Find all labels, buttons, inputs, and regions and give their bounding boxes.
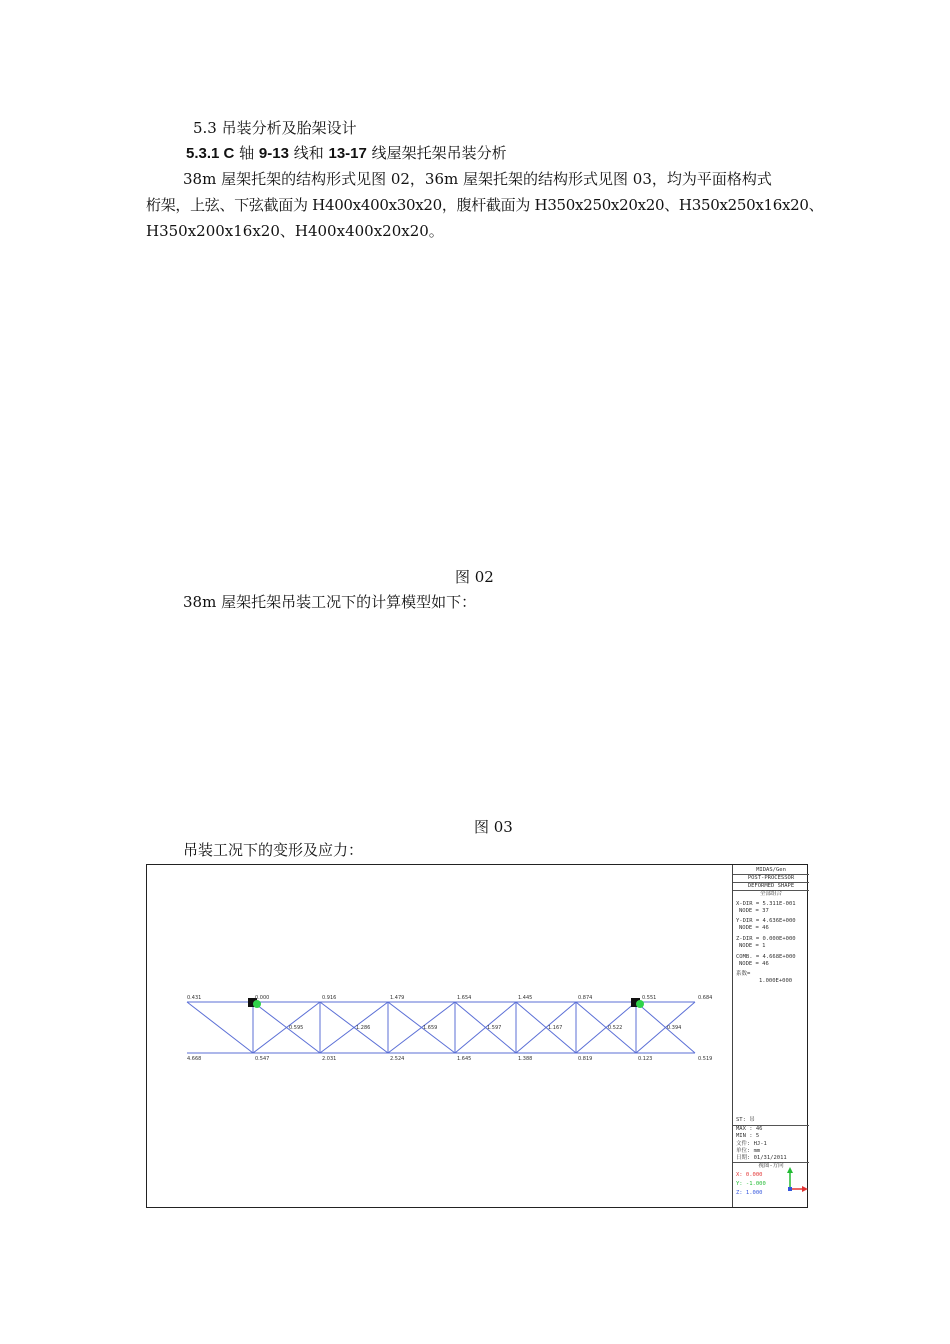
panel-comb: COMB. = 4.668E+000 bbox=[736, 954, 796, 960]
panel-factor: 1.000E+000 bbox=[759, 978, 793, 984]
section-heading-5-3 bbox=[193, 118, 357, 138]
node-label: 0.874 bbox=[578, 995, 593, 1001]
panel-ynode: NODE = 46 bbox=[739, 925, 769, 931]
member-label: 0.595 bbox=[289, 1025, 304, 1031]
section-heading-5-3-text: 5.3 吊装分析及胎架设计 bbox=[193, 119, 357, 137]
figure-03-caption: 图 03 bbox=[474, 818, 513, 836]
paragraph-1-line-3: H350x200x16x20、H400x400x20x20。 bbox=[146, 222, 444, 240]
heading-bold-part: 9-13 bbox=[258, 145, 289, 162]
node-label: 0.123 bbox=[638, 1056, 653, 1062]
node-label: 0.551 bbox=[642, 995, 657, 1001]
paragraph-3: 吊装工况下的变形及应力： bbox=[183, 841, 364, 859]
panel-min: MIN : 5 bbox=[736, 1133, 760, 1139]
diagonal-member bbox=[187, 1002, 253, 1053]
node-label: 1.445 bbox=[518, 995, 533, 1001]
panel-xnode: NODE = 37 bbox=[739, 908, 769, 914]
node-label: 0.519 bbox=[698, 1056, 713, 1062]
panel-zdir: Z-DIR = 0.000E+000 bbox=[736, 936, 796, 942]
node-label: 0.916 bbox=[322, 995, 337, 1001]
bottom-node-labels bbox=[187, 1056, 712, 1062]
deformed-shape-figure bbox=[146, 864, 808, 1208]
panel-file: 文件: HJ-1 bbox=[736, 1141, 767, 1147]
panel-load-comb: 全部组合 bbox=[759, 891, 782, 897]
member-label: 1.286 bbox=[356, 1025, 371, 1031]
node-label: 2.524 bbox=[390, 1056, 405, 1062]
panel-st: ST: 吊 bbox=[736, 1117, 755, 1123]
panel-view-z: Z: 1.000 bbox=[736, 1190, 763, 1196]
node-label: 0.819 bbox=[578, 1056, 593, 1062]
node-label: 4.668 bbox=[187, 1056, 202, 1062]
node-label: 0.547 bbox=[255, 1056, 270, 1062]
axis-triad-icon bbox=[784, 1167, 808, 1195]
node-label: 2.031 bbox=[322, 1056, 337, 1062]
member-label: 1.597 bbox=[487, 1025, 502, 1031]
member-label: 0.394 bbox=[667, 1025, 682, 1031]
section-heading-5-3-1 bbox=[186, 143, 507, 164]
panel-znode: NODE = 1 bbox=[739, 943, 766, 949]
paragraph-1-line-2: 桁架，上弦、下弦截面为 H400x400x30x20，腹杆截面为 H350x250x20x20、H350x250x16x20、 bbox=[146, 196, 824, 214]
panel-xdir: X-DIR = 5.311E-001 bbox=[736, 901, 796, 907]
node-label: 0.431 bbox=[187, 995, 202, 1001]
node-label: 1.479 bbox=[390, 995, 405, 1001]
member-label: 1.659 bbox=[423, 1025, 438, 1031]
panel-max: MAX : 46 bbox=[736, 1126, 763, 1132]
panel-combnode: NODE = 46 bbox=[739, 961, 769, 967]
figure-02-caption: 图 02 bbox=[455, 568, 494, 586]
member-label: 0.522 bbox=[608, 1025, 623, 1031]
node-label: 1.388 bbox=[518, 1056, 533, 1062]
truss-plot bbox=[147, 865, 732, 1207]
heading-bold-part: 13-17 bbox=[328, 145, 367, 162]
heading-text-part: 轴 bbox=[234, 144, 259, 162]
panel-date: 日期: 01/31/2011 bbox=[736, 1155, 787, 1161]
panel-unit: 单位: mm bbox=[736, 1148, 761, 1154]
node-label: 0.684 bbox=[698, 995, 713, 1001]
panel-ydir: Y-DIR = 4.636E+000 bbox=[736, 918, 796, 924]
panel-view-y: Y: -1.000 bbox=[736, 1181, 766, 1187]
midas-info-panel bbox=[732, 865, 809, 1207]
heading-text-part: 线屋架托架吊装分析 bbox=[366, 144, 507, 162]
panel-view: 视图-方向 bbox=[758, 1163, 784, 1169]
node-label: 0.000 bbox=[255, 995, 270, 1001]
node-label: 1.645 bbox=[457, 1056, 472, 1062]
heading-text-part: 线和 bbox=[288, 144, 329, 162]
panel-result-type: DEFORMED SHAPE bbox=[747, 883, 795, 889]
node-label: 1.654 bbox=[457, 995, 472, 1001]
member-label: 1.167 bbox=[548, 1025, 563, 1031]
panel-view-x: X: 0.000 bbox=[736, 1172, 763, 1178]
panel-subtitle: POST-PROCESSOR bbox=[747, 875, 795, 881]
panel-factor-label: 系数= bbox=[736, 971, 751, 977]
heading-bold-part: 5.3.1 C bbox=[186, 145, 235, 162]
paragraph-1-line-1: 38m 屋架托架的结构形式见图 02，36m 屋架托架的结构形式见图 03，均为平面格构式 bbox=[183, 170, 772, 188]
paragraph-2: 38m 屋架托架吊装工况下的计算模型如下： bbox=[183, 593, 477, 611]
panel-title: MIDAS/Gen bbox=[756, 867, 786, 873]
